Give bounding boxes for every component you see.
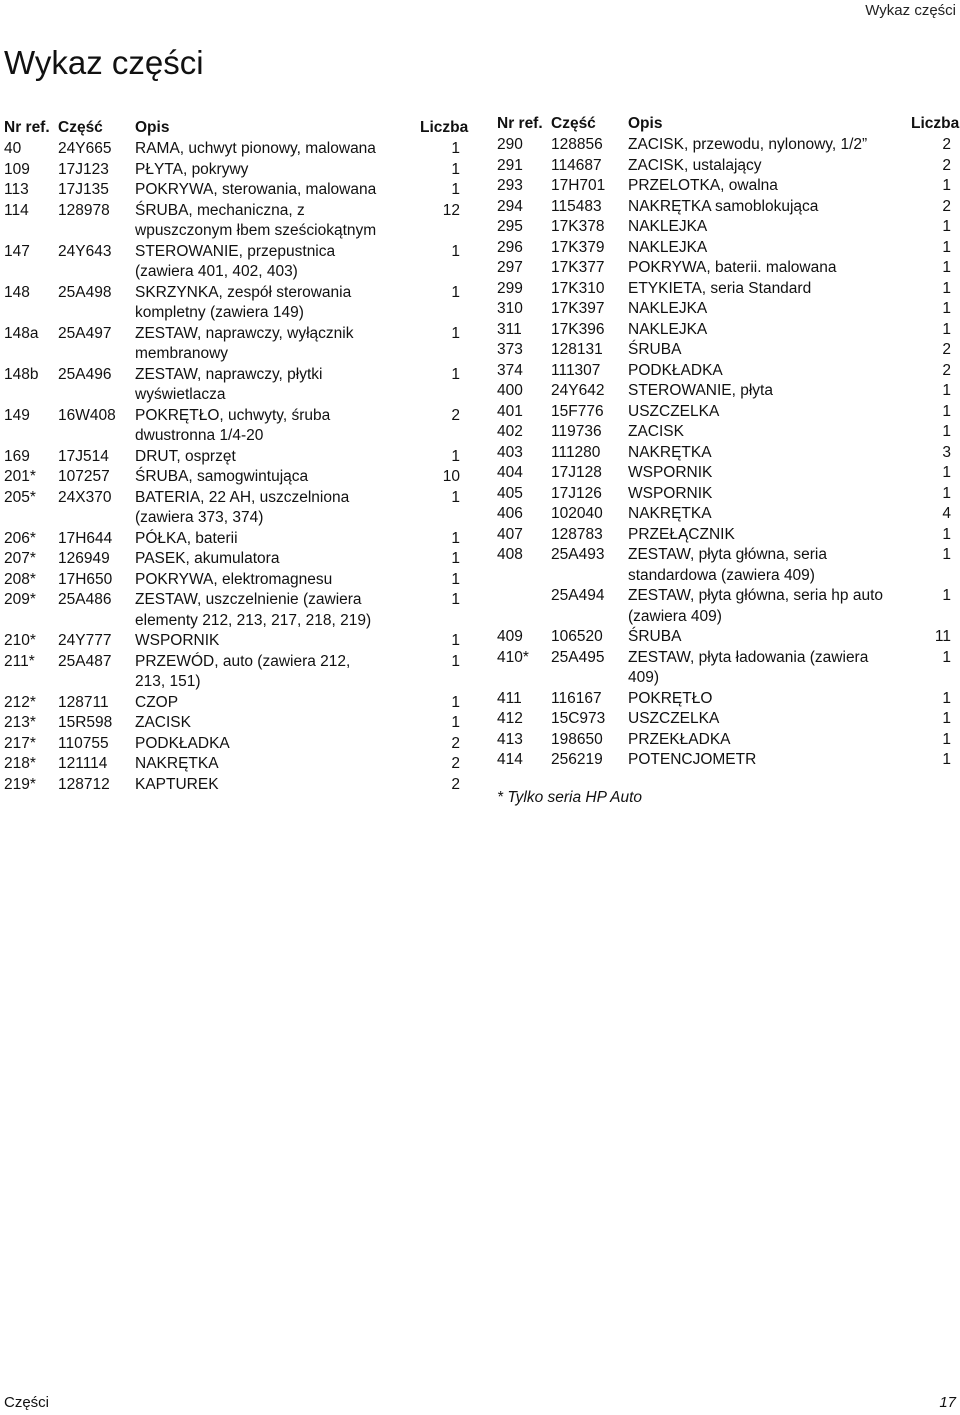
cell-qty: 2 <box>942 341 951 358</box>
cell-part: 111280 <box>551 443 601 461</box>
cell-ref: 403 <box>497 443 523 461</box>
cell-part: 116167 <box>551 689 602 707</box>
cell-part: 106520 <box>551 628 603 645</box>
cell-qty: 1 <box>942 279 951 297</box>
table-row <box>4 283 460 324</box>
header-ref: Nr ref. <box>4 119 50 136</box>
cell-part: 17K379 <box>551 238 605 256</box>
table-row <box>4 467 460 488</box>
cell-desc: ZACISK <box>628 423 684 440</box>
cell-qty: 1 <box>942 423 951 440</box>
table-row <box>4 549 460 570</box>
cell-ref: 405 <box>497 484 523 502</box>
cell-desc: USZCZELKA <box>628 710 720 727</box>
cell-desc: ZESTAW, płyta główna, seria hp auto (zawiera 409) <box>628 587 884 625</box>
cell-ref: 201* <box>4 468 36 485</box>
cell-desc: ZESTAW, naprawczy, płytki wyświetlacza <box>135 365 323 403</box>
cell-qty: 1 <box>451 283 460 301</box>
table-row <box>497 156 951 177</box>
table-row <box>497 340 951 361</box>
table-row <box>4 570 460 591</box>
cell-desc: POKRĘTŁO, uchwyty, śruba dwustronna 1/4-20 <box>135 406 331 444</box>
table-row <box>497 750 951 771</box>
table-row <box>497 217 951 238</box>
table-row <box>4 201 460 242</box>
cell-ref: 212* <box>4 693 36 711</box>
table-body-left <box>4 139 460 795</box>
cell-ref: 147 <box>4 242 30 260</box>
cell-desc: NAKRĘTKA <box>628 443 712 461</box>
cell-ref: 205* <box>4 488 36 506</box>
table-row <box>497 545 951 586</box>
cell-qty: 10 <box>442 468 460 485</box>
cell-ref: 296 <box>497 238 523 256</box>
table-header <box>4 117 469 139</box>
cell-part: 128131 <box>551 341 603 358</box>
cell-ref: 414 <box>497 751 523 768</box>
cell-part: 25A495 <box>551 648 605 666</box>
cell-ref: 213* <box>4 714 36 731</box>
cell-ref: 218* <box>4 755 36 772</box>
table-row <box>497 381 951 402</box>
table-row <box>497 484 951 505</box>
table-row <box>4 406 460 447</box>
cell-desc: ZACISK <box>135 714 191 731</box>
cell-part: 110755 <box>58 734 109 752</box>
parts-table-right <box>497 113 960 807</box>
cell-ref: 148 <box>4 283 30 301</box>
cell-qty: 1 <box>942 464 951 481</box>
table-row <box>4 631 460 652</box>
cell-part: 17J514 <box>58 447 109 465</box>
table-body-right <box>497 135 951 771</box>
cell-part: 15C973 <box>551 710 606 727</box>
cell-qty: 1 <box>451 652 460 670</box>
cell-desc: POKRYWA, sterowania, malowana <box>135 181 377 198</box>
cell-ref: 209* <box>4 591 36 608</box>
cell-desc: PRZEŁĄCZNIK <box>628 525 735 543</box>
cell-part: 17H650 <box>58 570 113 588</box>
cell-ref: 217* <box>4 734 36 752</box>
table-row <box>4 713 460 734</box>
table-row <box>4 693 460 714</box>
cell-part: 107257 <box>58 468 110 485</box>
cell-ref: 219* <box>4 775 36 793</box>
table-row <box>4 160 460 181</box>
cell-part: 115483 <box>551 197 602 215</box>
cell-desc: POKRĘTŁO <box>628 689 713 707</box>
table-row <box>497 238 951 259</box>
cell-qty: 1 <box>942 751 951 768</box>
table-header <box>497 113 960 135</box>
cell-part: 17K378 <box>551 218 605 235</box>
cell-part: 17K396 <box>551 320 605 338</box>
header-part: Część <box>58 119 103 136</box>
cell-qty: 2 <box>451 755 460 772</box>
cell-ref: 169 <box>4 447 30 465</box>
table-row <box>497 176 951 197</box>
cell-qty: 1 <box>942 382 951 399</box>
table-row <box>497 422 951 443</box>
cell-desc: WSPORNIK <box>628 484 713 502</box>
table-row <box>4 590 460 631</box>
cell-ref: 291 <box>497 156 523 174</box>
page-title: Wykaz części <box>4 44 204 81</box>
cell-desc: PODKŁADKA <box>135 734 230 752</box>
cell-part: 128712 <box>58 775 110 793</box>
cell-qty: 2 <box>942 197 951 215</box>
cell-qty: 1 <box>942 259 951 276</box>
cell-part: 24Y777 <box>58 632 112 649</box>
cell-qty: 1 <box>942 484 951 502</box>
cell-desc: NAKRĘTKA <box>628 505 712 522</box>
cell-desc: NAKRĘTKA <box>135 755 219 772</box>
header-qty: Liczba <box>911 115 960 132</box>
table-row <box>4 529 460 550</box>
cell-desc: NAKLEJKA <box>628 218 708 235</box>
cell-ref: 109 <box>4 160 30 178</box>
cell-ref: 407 <box>497 525 523 543</box>
cell-qty: 1 <box>451 632 460 649</box>
cell-ref: 207* <box>4 550 36 567</box>
running-header: Wykaz części <box>865 2 956 19</box>
cell-part: 126949 <box>58 550 110 567</box>
cell-part: 17K310 <box>551 279 605 297</box>
cell-ref: 299 <box>497 279 523 297</box>
cell-qty: 1 <box>942 587 951 604</box>
cell-part: 25A487 <box>58 652 112 670</box>
cell-ref: 208* <box>4 570 36 588</box>
cell-qty: 1 <box>451 714 460 731</box>
cell-part: 24Y665 <box>58 140 112 157</box>
cell-desc: PRZEKŁADKA <box>628 730 731 748</box>
cell-part: 128711 <box>58 693 109 711</box>
cell-qty: 3 <box>942 443 951 461</box>
cell-desc: ZESTAW, uszczelnienie (zawiera elementy 212, 213, 217, 218, 219) <box>135 591 372 629</box>
cell-ref: 311 <box>497 320 522 338</box>
cell-desc: POTENCJOMETR <box>628 751 757 768</box>
table-row <box>4 447 460 468</box>
table-row <box>497 730 951 751</box>
cell-part: 15R598 <box>58 714 113 731</box>
table-row <box>4 734 460 755</box>
cell-ref: 293 <box>497 177 523 194</box>
cell-part: 16W408 <box>58 406 116 424</box>
header-part: Część <box>551 115 596 132</box>
cell-part: 25A493 <box>551 546 605 563</box>
cell-qty: 1 <box>942 177 951 194</box>
table-row <box>497 402 951 423</box>
cell-desc: ETYKIETA, seria Standard <box>628 279 812 297</box>
cell-qty: 1 <box>451 140 460 157</box>
cell-part: 17J128 <box>551 464 602 481</box>
cell-desc: WSPORNIK <box>628 464 713 481</box>
cell-desc: ZESTAW, płyta ładowania (zawiera 409) <box>628 648 869 686</box>
cell-qty: 1 <box>451 324 460 342</box>
cell-desc: PRZELOTKA, owalna <box>628 177 778 194</box>
cell-qty: 1 <box>451 488 460 506</box>
cell-qty: 1 <box>451 242 460 260</box>
cell-part: 17K397 <box>551 300 605 317</box>
cell-qty: 1 <box>942 320 951 338</box>
cell-part: 17K377 <box>551 259 605 276</box>
cell-qty: 2 <box>942 156 951 174</box>
table-row <box>4 180 460 201</box>
cell-ref: 114 <box>4 201 29 219</box>
cell-part: 17J135 <box>58 181 109 198</box>
cell-desc: KAPTUREK <box>135 775 219 793</box>
cell-qty: 1 <box>451 570 460 588</box>
table-row <box>497 627 951 648</box>
cell-part: 25A497 <box>58 324 112 342</box>
cell-qty: 2 <box>451 775 460 793</box>
table-row <box>4 365 460 406</box>
cell-part: 17J126 <box>551 484 602 502</box>
header-qty: Liczba <box>420 119 469 136</box>
cell-qty: 1 <box>451 591 460 608</box>
table-row <box>497 525 951 546</box>
footnote: * Tylko seria HP Auto <box>497 788 643 806</box>
table-row <box>497 299 951 320</box>
cell-ref: 406 <box>497 505 523 522</box>
cell-desc: PŁYTA, pokrywy <box>135 160 249 178</box>
cell-ref: 410* <box>497 648 529 666</box>
cell-qty: 1 <box>942 218 951 235</box>
cell-desc: ZACISK, przewodu, nylonowy, 1/2” <box>628 136 868 153</box>
cell-qty: 1 <box>451 529 460 547</box>
cell-desc: POKRYWA, elektromagnesu <box>135 570 333 588</box>
cell-desc: ŚRUBA <box>628 341 682 358</box>
cell-ref: 294 <box>497 197 523 215</box>
cell-desc: STEROWANIE, płyta <box>628 382 773 399</box>
cell-qty: 12 <box>442 201 460 219</box>
cell-desc: ŚRUBA <box>628 628 682 645</box>
table-row <box>4 652 460 693</box>
cell-ref: 402 <box>497 423 523 440</box>
cell-desc: ZESTAW, płyta główna, seria standardowa (zawiera 409) <box>628 546 827 584</box>
table-row <box>497 135 951 156</box>
cell-qty: 2 <box>451 406 460 424</box>
cell-part: 128978 <box>58 201 110 219</box>
cell-qty: 1 <box>942 710 951 727</box>
cell-qty: 1 <box>942 300 951 317</box>
cell-ref: 210* <box>4 632 36 649</box>
cell-desc: RAMA, uchwyt pionowy, malowana <box>135 140 376 157</box>
cell-ref: 404 <box>497 464 523 481</box>
cell-qty: 2 <box>451 734 460 752</box>
parts-table-left <box>4 117 469 795</box>
cell-part: 24X370 <box>58 488 112 506</box>
cell-desc: SKRZYNKA, zespół sterowania kompletny (zawiera 149) <box>135 283 352 321</box>
table-row <box>497 586 951 627</box>
footer-section: Części <box>4 1394 50 1411</box>
table-row <box>497 197 951 218</box>
cell-qty: 1 <box>451 693 460 711</box>
cell-desc: STEROWANIE, przepustnica (zawiera 401, 402, 403) <box>135 242 336 280</box>
cell-desc: CZOP <box>135 693 179 711</box>
table-row <box>497 443 951 464</box>
cell-qty: 2 <box>942 136 951 153</box>
table-row <box>497 320 951 341</box>
cell-ref: 310 <box>497 300 523 317</box>
header-desc: Opis <box>628 115 663 132</box>
table-row <box>497 463 951 484</box>
cell-part: 102040 <box>551 505 603 522</box>
cell-ref <box>497 586 551 627</box>
table-row <box>497 709 951 730</box>
cell-part: 256219 <box>551 751 603 768</box>
cell-qty: 1 <box>942 525 951 543</box>
cell-part: 111307 <box>551 361 601 379</box>
cell-ref: 290 <box>497 136 523 153</box>
cell-ref: 408 <box>497 546 523 563</box>
cell-ref: 297 <box>497 259 523 276</box>
cell-qty: 1 <box>942 546 951 563</box>
cell-part: 24Y642 <box>551 382 605 399</box>
cell-part: 114687 <box>551 156 602 174</box>
table-row <box>4 324 460 365</box>
table-row <box>497 648 951 689</box>
header-ref: Nr ref. <box>497 115 543 132</box>
table-row <box>497 689 951 710</box>
cell-ref: 400 <box>497 382 523 399</box>
table-row <box>497 279 951 300</box>
cell-qty: 4 <box>942 505 951 522</box>
cell-desc: BATERIA, 22 AH, uszczelniona (zawiera 373, 374) <box>135 488 350 526</box>
table-row <box>497 504 951 525</box>
table-row <box>497 258 951 279</box>
cell-qty: 1 <box>451 181 460 198</box>
cell-ref: 411 <box>497 689 522 707</box>
cell-desc: NAKLEJKA <box>628 320 708 338</box>
cell-ref: 211* <box>4 652 35 670</box>
cell-qty: 1 <box>451 447 460 465</box>
cell-desc: USZCZELKA <box>628 402 720 420</box>
cell-part: 198650 <box>551 730 603 748</box>
cell-part: 17H701 <box>551 177 606 194</box>
table-row <box>497 361 951 382</box>
cell-qty: 1 <box>451 160 460 178</box>
cell-part: 15F776 <box>551 402 604 420</box>
cell-ref: 401 <box>497 402 523 420</box>
cell-ref: 409 <box>497 628 523 645</box>
cell-qty: 1 <box>942 648 951 666</box>
cell-ref: 374 <box>497 361 523 379</box>
cell-ref: 149 <box>4 406 30 424</box>
cell-qty: 1 <box>451 550 460 567</box>
cell-desc: NAKLEJKA <box>628 238 708 256</box>
cell-desc: PÓŁKA, baterii <box>135 529 238 547</box>
cell-desc: DRUT, osprzęt <box>135 447 236 465</box>
cell-qty: 1 <box>942 238 951 256</box>
table-row <box>4 488 460 529</box>
cell-desc: ZESTAW, naprawczy, wyłącznik membranowy <box>135 324 354 362</box>
cell-qty: 11 <box>934 628 951 645</box>
cell-desc: ŚRUBA, mechaniczna, z wpuszczonym łbem sześciokątnym <box>135 201 377 239</box>
table-row <box>4 775 460 796</box>
cell-ref: 412 <box>497 710 523 727</box>
cell-ref: 40 <box>4 140 22 157</box>
footer-page-number: 17 <box>939 1394 956 1411</box>
cell-ref: 413 <box>497 730 523 748</box>
header-desc: Opis <box>135 119 170 136</box>
cell-ref: 148a <box>4 324 39 342</box>
table-row <box>4 754 460 775</box>
cell-desc: NAKRĘTKA samoblokująca <box>628 197 819 215</box>
cell-ref: 373 <box>497 341 523 358</box>
cell-desc: PODKŁADKA <box>628 361 723 379</box>
cell-part: 119736 <box>551 423 602 440</box>
cell-part: 17H644 <box>58 529 113 547</box>
cell-part: 17J123 <box>58 160 109 178</box>
cell-part: 121114 <box>58 755 108 772</box>
cell-ref: 295 <box>497 218 523 235</box>
cell-desc: ZACISK, ustalający <box>628 156 762 174</box>
cell-ref: 148b <box>4 365 39 383</box>
cell-part: 128783 <box>551 525 603 543</box>
cell-desc: PASEK, akumulatora <box>135 550 280 567</box>
cell-desc: ŚRUBA, samogwintująca <box>135 468 309 485</box>
cell-part: 128856 <box>551 136 603 153</box>
cell-part: 25A498 <box>58 283 112 301</box>
cell-qty: 1 <box>942 730 951 748</box>
cell-qty: 1 <box>942 689 951 707</box>
cell-ref: 113 <box>4 181 29 198</box>
cell-desc: PRZEWÓD, auto (zawiera 212, 213, 151) <box>135 652 351 690</box>
cell-part: 25A486 <box>58 591 112 608</box>
cell-desc: NAKLEJKA <box>628 300 708 317</box>
cell-qty: 2 <box>942 361 951 379</box>
cell-qty: 1 <box>451 365 460 383</box>
cell-desc: POKRYWA, baterii. malowana <box>628 259 837 276</box>
cell-ref: 206* <box>4 529 36 547</box>
table-row <box>4 242 460 283</box>
cell-qty: 1 <box>942 402 951 420</box>
cell-desc: WSPORNIK <box>135 632 220 649</box>
cell-part: 25A494 <box>551 587 605 604</box>
cell-part: 25A496 <box>58 365 112 383</box>
table-row <box>4 139 460 160</box>
cell-part: 24Y643 <box>58 242 112 260</box>
